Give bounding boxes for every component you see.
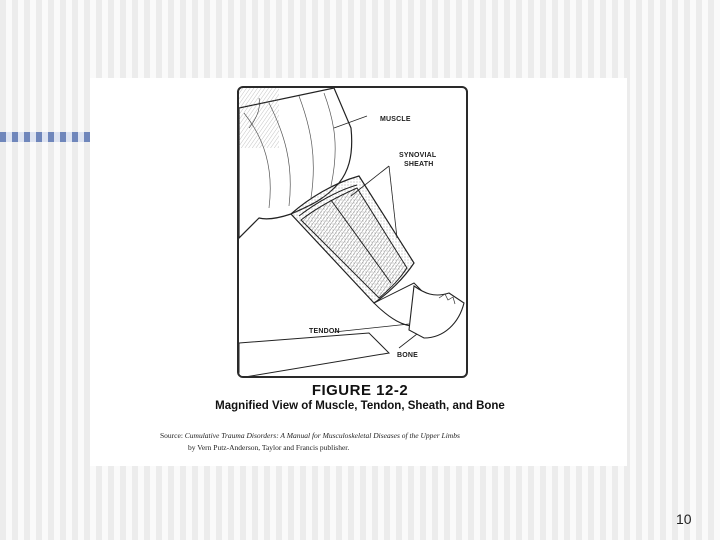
source-prefix: Source: — [160, 431, 185, 440]
tendon-label: TENDON — [309, 328, 340, 335]
bone-shape — [409, 286, 464, 338]
synovial-label-line2: SHEATH — [404, 161, 434, 168]
bone-label: BONE — [397, 352, 419, 359]
accent-bar — [0, 132, 90, 142]
synovial-label-line1: SYNOVIAL — [399, 152, 437, 159]
source-author-line: by Vern Putz-Anderson, Taylor and Francis publisher. — [188, 443, 350, 452]
figure-source — [160, 430, 580, 454]
figure-title: Magnified View of Muscle, Tendon, Sheath, and Bone — [215, 400, 505, 412]
muscle-label: MUSCLE — [380, 116, 411, 123]
muscle-shading — [239, 88, 279, 148]
figure-frame — [237, 86, 468, 378]
source-work-title: Cumulative Trauma Disorders: A Manual for Musculoskeletal Diseases of the Upper Limbs — [184, 431, 460, 440]
muscle-tendon-illustration — [239, 88, 468, 378]
page-number: 10 — [676, 511, 692, 527]
figure-number: FIGURE 12-2 — [311, 382, 409, 399]
bone-leader-line — [399, 334, 417, 348]
tendon-leader-line — [334, 324, 409, 332]
